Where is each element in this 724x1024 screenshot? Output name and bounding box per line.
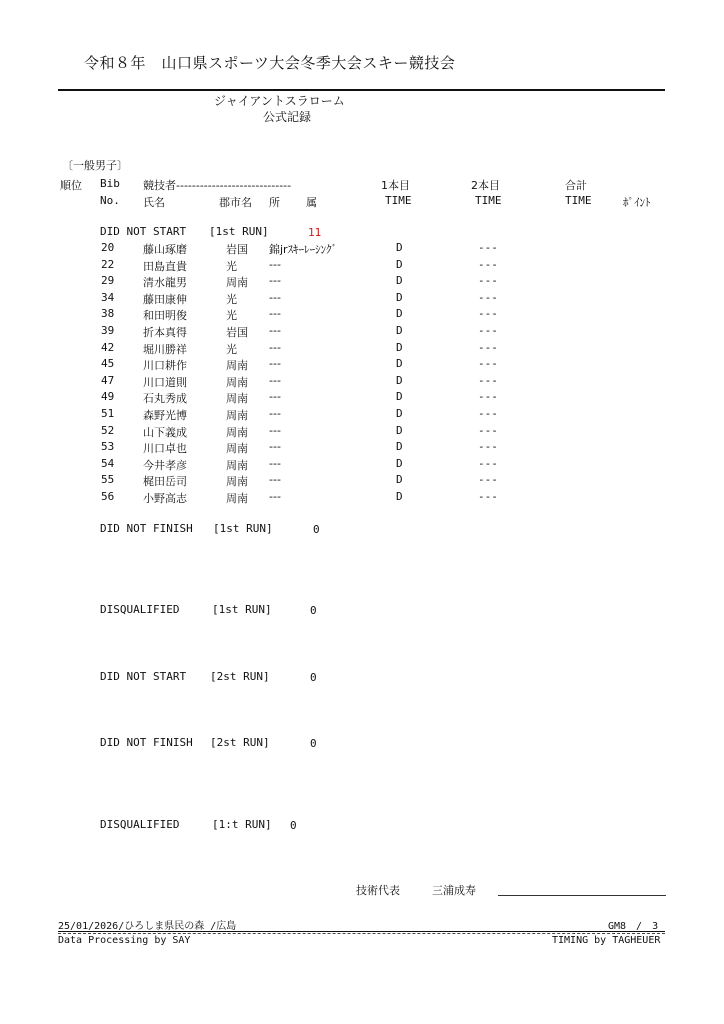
row-run2: --- <box>478 373 498 387</box>
row-run1: D <box>396 473 403 487</box>
row-club: --- <box>269 257 281 271</box>
row-run2: --- <box>478 274 498 288</box>
signature-person: 三浦成寿 <box>432 884 476 897</box>
row-run1: D <box>396 440 403 454</box>
row-club: --- <box>269 340 281 354</box>
row-name: 川口道則 <box>143 375 187 389</box>
row-club: --- <box>269 490 281 503</box>
event-name: ジャイアントスラローム <box>214 94 345 108</box>
row-bib: 47 <box>101 373 115 387</box>
col-name: 氏名 <box>143 196 165 209</box>
footer-date-venue: 25/01/2026/ひろしま県民の森 /広島 <box>58 921 237 932</box>
row-club: --- <box>269 390 281 404</box>
row-name: 川口卓也 <box>143 442 187 456</box>
section-dsq-1st-count: 0 <box>310 604 317 617</box>
row-bib: 56 <box>101 490 115 503</box>
record-type: 公式記録 <box>263 110 312 124</box>
col-affil-1: 所 <box>269 196 280 209</box>
row-run1: D <box>396 390 403 404</box>
row-name: 藤山琢磨 <box>143 243 187 256</box>
row-name: 梶田岳司 <box>143 475 187 489</box>
row-run2: --- <box>478 390 498 404</box>
row-run2: --- <box>478 490 498 503</box>
row-bib: 49 <box>101 390 115 404</box>
row-name: 今井孝彦 <box>143 458 187 472</box>
col-run2: 2本目 <box>471 179 500 192</box>
col-competitor: 競技者----------------------------- <box>143 179 292 192</box>
row-run1: D <box>396 257 403 271</box>
footer-processing: Data Processing by SAY <box>58 935 191 946</box>
row-run1: D <box>396 456 403 470</box>
row-club: 錦jrｽｷｰﾚｰｼﾝｸﾞ <box>269 243 338 256</box>
signature-line <box>498 895 666 896</box>
col-total: 合計 <box>565 179 587 192</box>
col-time-2: TIME <box>475 194 502 207</box>
row-run1: D <box>396 307 403 321</box>
row-city: 周南 <box>226 392 248 406</box>
footer-rule <box>58 931 665 932</box>
row-bib: 39 <box>101 324 115 337</box>
row-bib: 20 <box>101 241 115 254</box>
row-city: 光 <box>226 292 237 306</box>
col-time-1: TIME <box>385 194 412 207</box>
row-city: 周南 <box>226 276 248 290</box>
section-dsq-1st-run: [1st RUN] <box>212 603 272 616</box>
row-name: 山下義成 <box>143 425 187 439</box>
section-dns-1st-count: 11 <box>308 226 322 239</box>
row-bib: 42 <box>101 340 115 354</box>
row-run2: --- <box>478 307 498 321</box>
row-bib: 34 <box>101 290 115 304</box>
footer-timing: TIMING by TAGHEUER <box>552 935 661 946</box>
row-name: 折本真得 <box>143 326 187 339</box>
row-club: --- <box>269 307 281 321</box>
footer-page: GM8 / 3 <box>608 921 659 932</box>
row-club: --- <box>269 274 281 288</box>
row-run2: --- <box>478 357 498 371</box>
row-bib: 54 <box>101 456 115 470</box>
col-time-3: TIME <box>565 194 592 207</box>
row-run2: --- <box>478 340 498 354</box>
row-run2: --- <box>478 423 498 437</box>
col-bib-no: No. <box>100 194 120 207</box>
row-bib: 52 <box>101 423 115 437</box>
row-run1: D <box>396 423 403 437</box>
row-name: 和田明俊 <box>143 309 187 323</box>
row-name: 田島直貴 <box>143 259 187 273</box>
row-club: --- <box>269 290 281 304</box>
signature-role: 技術代表 <box>356 884 400 897</box>
row-name: 藤田康伸 <box>143 292 187 306</box>
row-run2: --- <box>478 241 498 254</box>
row-club: --- <box>269 373 281 387</box>
section-dns-2nd-label: DID NOT START <box>100 670 187 683</box>
row-city: 周南 <box>226 458 248 472</box>
col-city: 郡市名 <box>219 196 252 209</box>
row-run2: --- <box>478 290 498 304</box>
section-dsq-2nd-run: [1:t RUN] <box>212 818 272 831</box>
row-club: --- <box>269 456 281 470</box>
row-run1: D <box>396 357 403 371</box>
col-run1: 1本目 <box>381 179 410 192</box>
row-bib: 29 <box>101 274 115 288</box>
section-dns-1st-run: [1st RUN] <box>209 225 269 238</box>
row-name: 石丸秀成 <box>143 392 187 406</box>
row-club: --- <box>269 423 281 437</box>
row-name: 清水龍男 <box>143 276 187 290</box>
row-city: 周南 <box>226 475 248 489</box>
row-name: 堀川勝祥 <box>143 342 187 356</box>
section-dsq-2nd-count: 0 <box>290 819 297 832</box>
title-rule <box>58 89 665 91</box>
row-city: 光 <box>226 309 237 323</box>
section-dns-2nd-run: [2st RUN] <box>210 670 270 683</box>
row-name: 小野高志 <box>143 492 187 505</box>
row-club: --- <box>269 407 281 420</box>
row-bib: 51 <box>101 407 115 420</box>
row-city: 光 <box>226 259 237 273</box>
row-run2: --- <box>478 473 498 487</box>
section-dnf-2nd-label: DID NOT FINISH <box>100 736 193 749</box>
category-label: 〔一般男子〕 <box>62 159 128 172</box>
row-run2: --- <box>478 324 498 337</box>
row-city: 周南 <box>226 492 248 505</box>
section-dns-1st-label: DID NOT START <box>100 225 187 238</box>
row-run1: D <box>396 274 403 288</box>
row-name: 川口耕作 <box>143 359 187 373</box>
section-dnf-2nd-run: [2st RUN] <box>210 736 270 749</box>
section-dnf-2nd-count: 0 <box>310 737 317 750</box>
row-run1: D <box>396 407 403 420</box>
section-dnf-1st-run: [1st RUN] <box>213 522 273 535</box>
section-dnf-1st-count: 0 <box>313 523 320 536</box>
row-bib: 55 <box>101 473 115 487</box>
row-city: 岩国 <box>226 243 248 256</box>
row-club: --- <box>269 440 281 454</box>
row-bib: 53 <box>101 440 115 454</box>
row-club: --- <box>269 324 281 337</box>
row-city: 光 <box>226 342 237 356</box>
page-title: 令和８年 山口県スポーツ大会冬季大会スキー競技会 <box>84 54 456 72</box>
row-run2: --- <box>478 456 498 470</box>
row-run1: D <box>396 324 403 337</box>
row-run2: --- <box>478 257 498 271</box>
row-city: 周南 <box>226 359 248 373</box>
row-city: 周南 <box>226 442 248 456</box>
section-dnf-1st-label: DID NOT FINISH <box>100 522 193 535</box>
row-city: 周南 <box>226 375 248 389</box>
section-dsq-1st-label: DISQUALIFIED <box>100 603 180 616</box>
row-bib: 22 <box>101 257 115 271</box>
row-city: 岩国 <box>226 326 248 339</box>
row-bib: 45 <box>101 357 115 371</box>
footer-rule-dashed <box>58 933 665 934</box>
row-run2: --- <box>478 407 498 420</box>
row-run1: D <box>396 241 403 254</box>
row-run1: D <box>396 490 403 503</box>
col-points: ﾎﾟｲﾝﾄ <box>623 196 651 209</box>
section-dsq-2nd-label: DISQUALIFIED <box>100 818 180 831</box>
section-dns-2nd-count: 0 <box>310 671 317 684</box>
row-run1: D <box>396 340 403 354</box>
row-club: --- <box>269 357 281 371</box>
row-club: --- <box>269 473 281 487</box>
row-name: 森野光博 <box>143 409 187 422</box>
row-run1: D <box>396 373 403 387</box>
col-rank: 順位 <box>60 179 82 192</box>
row-bib: 38 <box>101 307 115 321</box>
row-city: 周南 <box>226 425 248 439</box>
row-city: 周南 <box>226 409 248 422</box>
col-bib: Bib <box>100 177 120 190</box>
row-run1: D <box>396 290 403 304</box>
row-run2: --- <box>478 440 498 454</box>
col-affil-2: 属 <box>306 196 317 209</box>
